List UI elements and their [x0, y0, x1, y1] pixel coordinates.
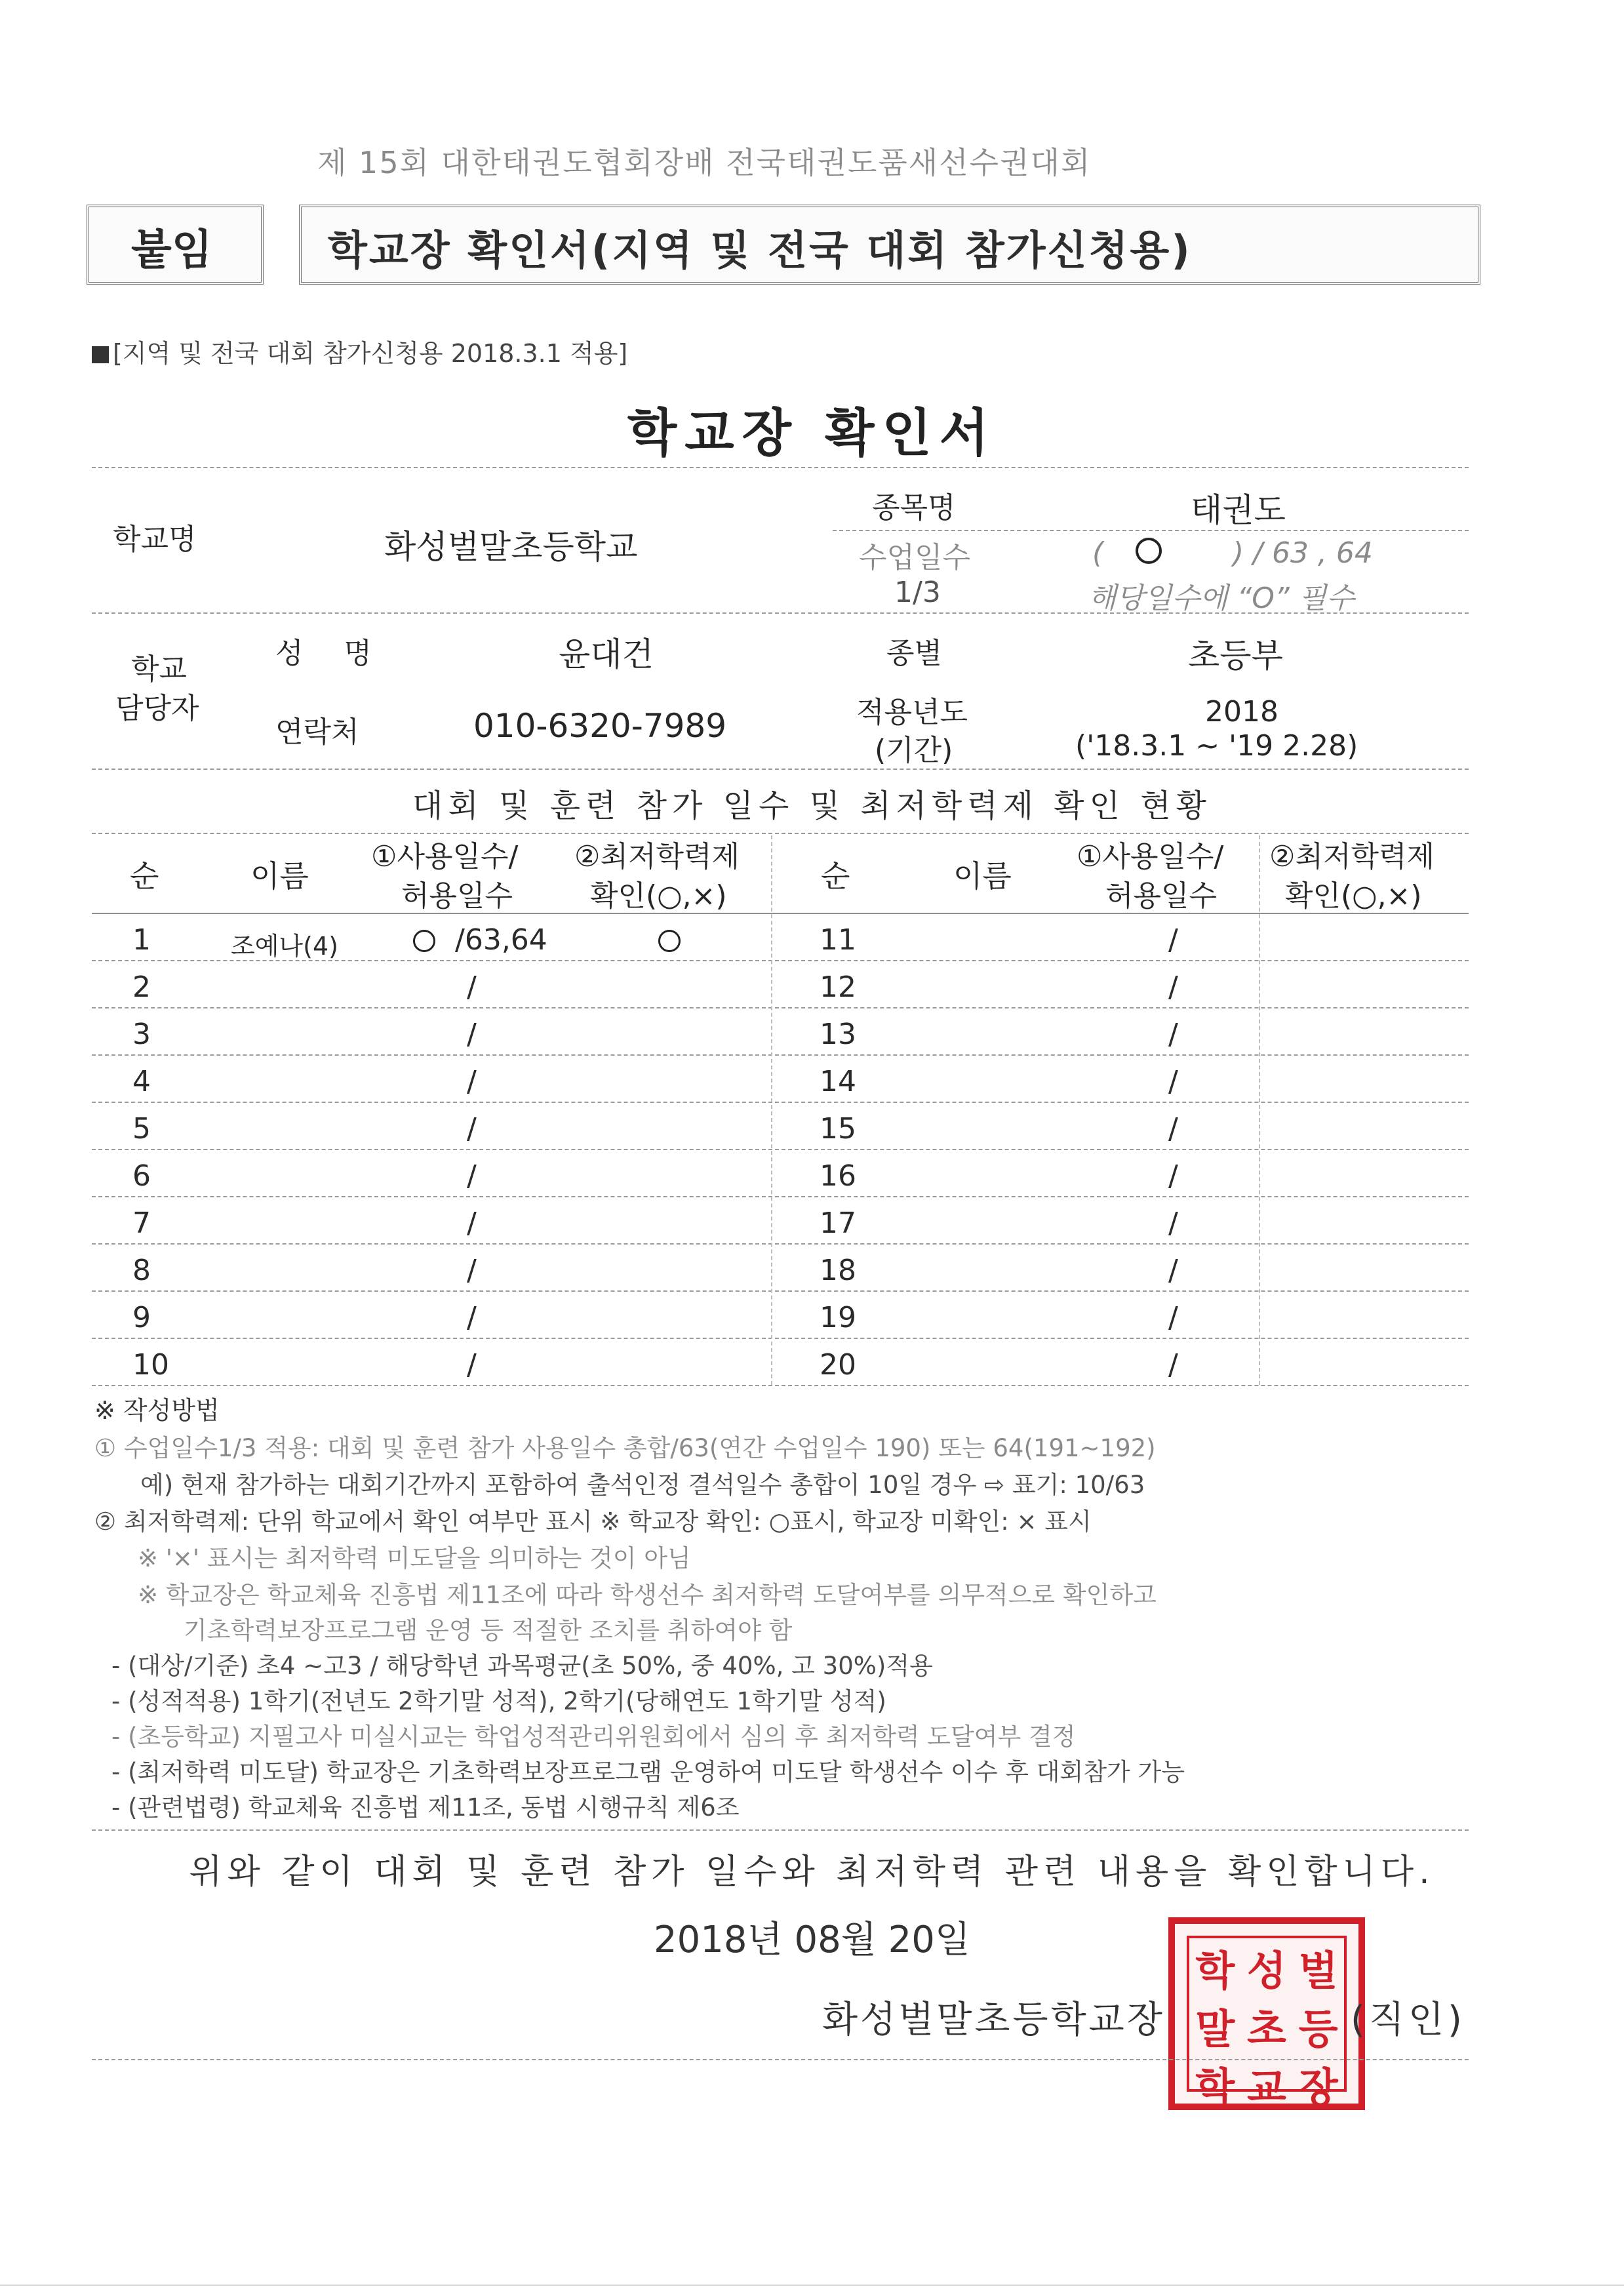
days-sub: 1/3 — [894, 576, 941, 609]
method-line-4: ※ '×' 표시는 최저학력 미도달을 의미하는 것이 아님 — [138, 1544, 691, 1572]
col-days-right-1: ①사용일수/ — [1077, 840, 1224, 873]
col-min-left-1: ②최저학력제 — [574, 840, 740, 873]
row-divider — [92, 1243, 1469, 1245]
event-title: 제 15회 대한태권도협회장배 전국태권도품새선수권대회 — [317, 145, 1092, 180]
row-days: / — [1168, 970, 1178, 1004]
school-name: 화성벌말초등학교 — [384, 528, 638, 566]
row-number: 19 — [820, 1301, 856, 1334]
row-number: 16 — [820, 1159, 856, 1193]
row-days: / — [1168, 923, 1178, 957]
row-divider — [92, 1290, 1469, 1292]
row-divider — [92, 1007, 1469, 1008]
row-days: / — [467, 1254, 477, 1287]
row-number: 18 — [820, 1254, 856, 1287]
col-days-right-2: 허용일수 — [1105, 879, 1218, 913]
col-no-right: 순 — [821, 858, 850, 894]
seal-character: 학 — [1195, 2064, 1235, 2111]
staff-name: 윤대건 — [559, 635, 654, 673]
row-days: / — [1168, 1207, 1178, 1240]
method-line-1: ① 수업일수1/3 적용: 대회 및 훈련 참가 사용일수 총합/63(연간 수업일수 190) 또는 64(191~192) — [94, 1434, 1156, 1462]
row-number: 17 — [820, 1207, 856, 1240]
row-days: / — [467, 970, 477, 1004]
row-days: / — [467, 1112, 477, 1146]
rule-line — [92, 768, 1469, 770]
days-open: ( — [1092, 536, 1104, 570]
row-number: 20 — [820, 1348, 856, 1382]
row-days: / — [467, 1348, 477, 1382]
rule-line — [92, 467, 1469, 468]
category-value: 초등부 — [1188, 637, 1283, 675]
seal-character: 말 — [1195, 2005, 1235, 2053]
category-label: 종별 — [886, 637, 943, 670]
col-days-left-1: ①사용일수/ — [371, 840, 519, 873]
days-hint: 해당일수에 “O” 필수 — [1088, 582, 1355, 615]
col-min-left-2: 확인(○,×) — [590, 879, 727, 913]
row-days: / — [467, 1018, 477, 1051]
row-divider — [92, 1338, 1469, 1339]
row-number: 14 — [820, 1065, 856, 1098]
method-line-6: 기초학력보장프로그램 운영 등 적절한 조치를 취하여야 함 — [184, 1616, 793, 1645]
seal-character: 성 — [1247, 1947, 1286, 1995]
method-line-7: - (대상/기준) 초4 ~고3 / 해당학년 과목평균(초 50%, 중 40%, 고 30%)적용 — [111, 1652, 933, 1680]
status-title: 대회 및 훈련 참가 일수 및 최저학력제 확인 현황 — [412, 788, 1212, 824]
method-line-8: - (성적적용) 1학기(전년도 2학기말 성적), 2학기(당해연도 1학기말 성적) — [111, 1687, 886, 1715]
row-divider — [92, 1196, 1469, 1197]
row-days: / — [1168, 1018, 1178, 1051]
method-line-9: - (초등학교) 지필고사 미실시교는 학업성적관리위원회에서 심의 후 최저학력 도달여부 결정 — [111, 1723, 1076, 1751]
row-number: 11 — [820, 923, 856, 957]
rule-line — [92, 833, 1469, 834]
row-number: 12 — [820, 970, 856, 1004]
year-label-1: 적용년도 — [856, 696, 968, 729]
column-divider — [771, 835, 772, 1385]
form-note — [92, 333, 627, 369]
row-days: /63,64 — [455, 923, 547, 957]
days-circle-icon — [413, 925, 435, 958]
row-days: / — [1168, 1112, 1178, 1146]
col-min-right-2: 확인(○,×) — [1285, 879, 1422, 913]
name-label: 성 명 — [275, 637, 387, 670]
seal-character: 벌 — [1298, 1947, 1338, 1995]
form-title: 학교장 확인서(지역 및 전국 대회 참가신청용) — [328, 226, 1192, 274]
method-line-11: - (관련법령) 학교체육 진흥법 제11조, 동법 시행규칙 제6조 — [111, 1793, 740, 1822]
row-divider — [92, 960, 1469, 961]
row-number: 15 — [820, 1112, 856, 1146]
row-number: 10 — [132, 1348, 169, 1382]
row-days: / — [467, 1065, 477, 1098]
confirmation-text: 위와 같이 대회 및 훈련 참가 일수와 최저학력 관련 내용을 확인합니다. — [189, 1852, 1435, 1892]
row-name: 조예나(4) — [231, 932, 338, 961]
attachment-tag: 붙임 — [131, 226, 212, 275]
row-number: 8 — [132, 1254, 151, 1287]
form-note-text: [지역 및 전국 대회 참가신청용 2018.3.1 적용] — [113, 339, 628, 368]
rule-line — [92, 2059, 1469, 2060]
staff-label-2: 담당자 — [115, 692, 199, 725]
row-days: / — [467, 1207, 477, 1240]
row-divider — [92, 1054, 1469, 1056]
row-number: 6 — [132, 1159, 151, 1193]
method-line-3: ② 최저학력제: 단위 학교에서 확인 여부만 표시 ※ 학교장 확인: ○표시, 학교장 미확인: × 표시 — [94, 1507, 1092, 1536]
row-number: 2 — [132, 970, 151, 1004]
method-line-5: ※ 학교장은 학교체육 진흥법 제11조에 따라 학생선수 최저학력 도달여부를 의무적으로 확인하고 — [138, 1581, 1157, 1609]
row-number: 7 — [132, 1207, 151, 1240]
days-label: 수업일수 — [859, 541, 971, 574]
days-circle-icon — [1136, 538, 1162, 564]
row-divider — [92, 1102, 1469, 1103]
sport-label: 종목명 — [872, 491, 956, 525]
method-line-10: - (최저학력 미도달) 학교장은 기초학력보장프로그램 운영하여 미도달 학생선수 이수 후 대회참가 가능 — [111, 1758, 1185, 1786]
school-seal-stamp — [1168, 1917, 1365, 2110]
row-number: 4 — [132, 1065, 151, 1098]
principal-title: 화성벌말초등학교장 — [822, 1999, 1165, 2041]
school-label: 학교명 — [113, 523, 197, 556]
seal-character: 초 — [1247, 2005, 1286, 2053]
days-value: ) / 63 , 64 — [1233, 536, 1373, 570]
row-days: / — [467, 1301, 477, 1334]
rule-line — [92, 913, 1469, 914]
seal-character: 학 — [1195, 1947, 1235, 1995]
col-name-left: 이름 — [250, 858, 309, 894]
square-bullet-icon — [92, 346, 109, 363]
rule-line — [92, 1829, 1469, 1831]
rule-line — [833, 530, 1469, 531]
check-circle-icon — [658, 925, 681, 958]
contact-value: 010-6320-7989 — [473, 707, 727, 745]
row-number: 5 — [132, 1112, 151, 1146]
seal-character: 등 — [1298, 2005, 1338, 2053]
seal-character: 장 — [1298, 2064, 1338, 2111]
row-number: 9 — [132, 1301, 151, 1334]
staff-label-1: 학교 — [131, 652, 188, 686]
row-number: 13 — [820, 1018, 856, 1051]
col-days-left-2: 허용일수 — [401, 879, 513, 913]
document-title: 학교장 확인서 — [627, 404, 997, 463]
method-line-2: 예) 현재 참가하는 대회기간까지 포함하여 출석인정 결석일수 총합이 10일 경우 ⇨ 표기: 10/63 — [140, 1471, 1145, 1499]
contact-label: 연락처 — [275, 715, 359, 749]
year-value: 2018 — [1205, 695, 1278, 728]
method-title: ※ 작성방법 — [94, 1396, 220, 1425]
row-days: / — [1168, 1301, 1178, 1334]
confirmation-date: 2018년 08월 20일 — [654, 1919, 970, 1961]
column-divider — [1259, 835, 1260, 1385]
row-days: / — [1168, 1065, 1178, 1098]
period-value: ('18.3.1 ~ '19 2.28) — [1075, 729, 1358, 763]
row-number: 1 — [132, 923, 151, 957]
col-no-left: 순 — [130, 858, 159, 894]
col-name-right: 이름 — [953, 858, 1012, 894]
row-days: / — [467, 1159, 477, 1193]
row-days: / — [1168, 1159, 1178, 1193]
row-number: 3 — [132, 1018, 151, 1051]
page-edge-line — [0, 2285, 1624, 2286]
row-days: / — [1168, 1348, 1178, 1382]
sport-value: 태권도 — [1191, 491, 1286, 529]
seal-character: 교 — [1247, 2064, 1286, 2111]
row-days: / — [1168, 1254, 1178, 1287]
year-label-2: (기간) — [875, 734, 953, 767]
row-divider — [92, 1385, 1469, 1386]
col-min-right-1: ②최저학력제 — [1269, 840, 1435, 873]
seal-note: (직인) — [1351, 1999, 1466, 2041]
row-divider — [92, 1149, 1469, 1150]
